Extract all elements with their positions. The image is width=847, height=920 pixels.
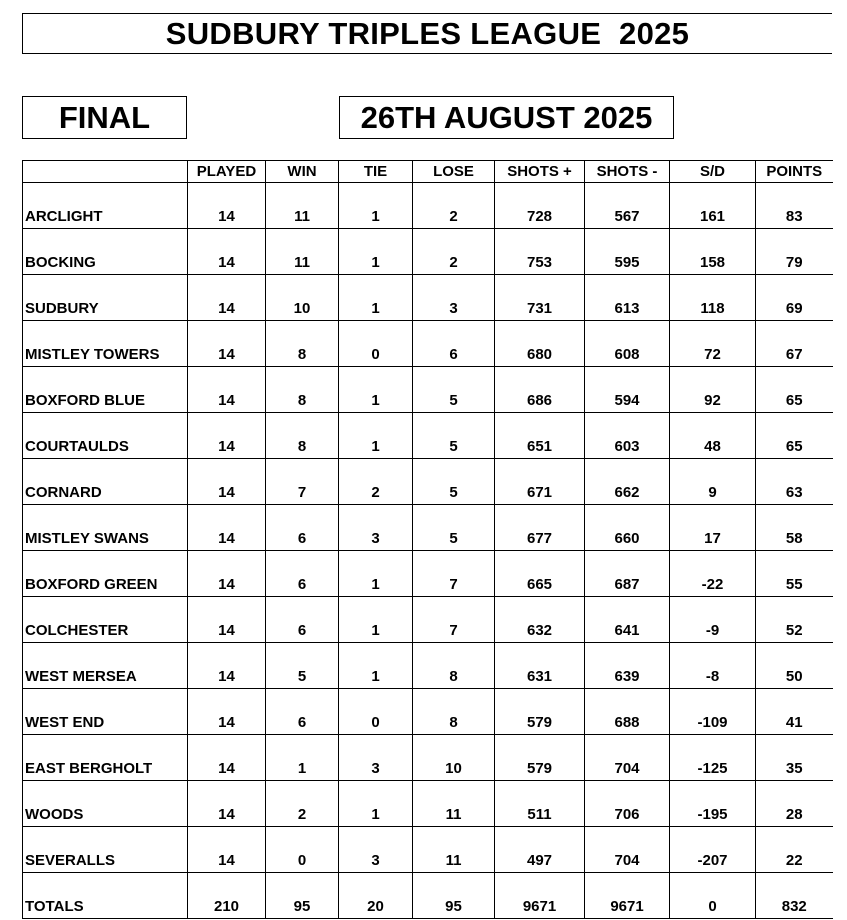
shots-against-cell: 688 <box>585 689 670 735</box>
win-cell: 10 <box>266 275 339 321</box>
totals-row <box>23 873 833 919</box>
table-row <box>23 413 833 459</box>
team-name: BOXFORD GREEN <box>23 551 188 597</box>
win-cell: 6 <box>266 597 339 643</box>
win-cell: 6 <box>266 551 339 597</box>
tie-cell: 0 <box>339 321 413 367</box>
win-cell: 7 <box>266 459 339 505</box>
shots-for-cell: 677 <box>495 505 585 551</box>
win-cell: 11 <box>266 229 339 275</box>
win-cell: 6 <box>266 689 339 735</box>
header-win: WIN <box>266 161 339 183</box>
table-row <box>23 229 833 275</box>
win-cell: 1 <box>266 735 339 781</box>
played-cell: 14 <box>188 413 266 459</box>
header-team <box>23 161 188 183</box>
played-cell: 14 <box>188 505 266 551</box>
header-shots-against: SHOTS - <box>585 161 670 183</box>
shot-difference-cell: -8 <box>670 643 756 689</box>
header-points: POINTS <box>756 161 833 183</box>
played-cell: 14 <box>188 597 266 643</box>
played-cell: 14 <box>188 321 266 367</box>
league-table <box>22 160 833 919</box>
shot-difference-cell: 161 <box>670 183 756 229</box>
table-row <box>23 597 833 643</box>
shot-difference-cell: 158 <box>670 229 756 275</box>
lose-cell: 6 <box>413 321 495 367</box>
shot-difference-cell: 72 <box>670 321 756 367</box>
tie-cell: 1 <box>339 781 413 827</box>
table-row <box>23 459 833 505</box>
played-cell: 14 <box>188 781 266 827</box>
shots-against-cell: 662 <box>585 459 670 505</box>
header-shots-for: SHOTS + <box>495 161 585 183</box>
shot-difference-cell: -195 <box>670 781 756 827</box>
team-name: SUDBURY <box>23 275 188 321</box>
shots-for-cell: 680 <box>495 321 585 367</box>
played-cell: 14 <box>188 735 266 781</box>
points-cell: 52 <box>756 597 833 643</box>
header-shot-difference: S/D <box>670 161 756 183</box>
totals-lose-cell: 95 <box>413 873 495 919</box>
win-cell: 2 <box>266 781 339 827</box>
tie-cell: 1 <box>339 275 413 321</box>
shot-difference-cell: -109 <box>670 689 756 735</box>
tie-cell: 0 <box>339 689 413 735</box>
totals-label: TOTALS <box>23 873 188 919</box>
team-name: WEST MERSEA <box>23 643 188 689</box>
lose-cell: 11 <box>413 781 495 827</box>
points-cell: 65 <box>756 413 833 459</box>
played-cell: 14 <box>188 229 266 275</box>
tie-cell: 1 <box>339 597 413 643</box>
team-name: BOXFORD BLUE <box>23 367 188 413</box>
shot-difference-cell: -9 <box>670 597 756 643</box>
points-cell: 41 <box>756 689 833 735</box>
totals-played-cell: 210 <box>188 873 266 919</box>
played-cell: 14 <box>188 551 266 597</box>
shots-against-cell: 641 <box>585 597 670 643</box>
table-row <box>23 367 833 413</box>
played-cell: 14 <box>188 827 266 873</box>
table-row <box>23 827 833 873</box>
shot-difference-cell: 17 <box>670 505 756 551</box>
team-name: CORNARD <box>23 459 188 505</box>
shots-for-cell: 651 <box>495 413 585 459</box>
shots-against-cell: 595 <box>585 229 670 275</box>
lose-cell: 5 <box>413 413 495 459</box>
table-row <box>23 183 833 229</box>
table-row <box>23 275 833 321</box>
lose-cell: 2 <box>413 183 495 229</box>
shots-for-cell: 665 <box>495 551 585 597</box>
lose-cell: 5 <box>413 459 495 505</box>
lose-cell: 5 <box>413 367 495 413</box>
tie-cell: 1 <box>339 551 413 597</box>
points-cell: 50 <box>756 643 833 689</box>
shots-for-cell: 497 <box>495 827 585 873</box>
shots-against-cell: 639 <box>585 643 670 689</box>
shots-against-cell: 687 <box>585 551 670 597</box>
shots-for-cell: 579 <box>495 689 585 735</box>
lose-cell: 3 <box>413 275 495 321</box>
stage-label: FINAL <box>22 96 187 139</box>
points-cell: 22 <box>756 827 833 873</box>
date-label: 26TH AUGUST 2025 <box>339 96 674 139</box>
shot-difference-cell: -207 <box>670 827 756 873</box>
table-row <box>23 321 833 367</box>
shot-difference-cell: -125 <box>670 735 756 781</box>
tie-cell: 1 <box>339 183 413 229</box>
win-cell: 6 <box>266 505 339 551</box>
shot-difference-cell: -22 <box>670 551 756 597</box>
totals-win-cell: 95 <box>266 873 339 919</box>
points-cell: 63 <box>756 459 833 505</box>
team-name: EAST BERGHOLT <box>23 735 188 781</box>
points-cell: 35 <box>756 735 833 781</box>
shots-against-cell: 704 <box>585 827 670 873</box>
win-cell: 8 <box>266 367 339 413</box>
totals-shot-difference-cell: 0 <box>670 873 756 919</box>
tie-cell: 3 <box>339 827 413 873</box>
shots-for-cell: 686 <box>495 367 585 413</box>
shots-for-cell: 511 <box>495 781 585 827</box>
shots-against-cell: 660 <box>585 505 670 551</box>
tie-cell: 3 <box>339 505 413 551</box>
table-row <box>23 735 833 781</box>
shots-against-cell: 603 <box>585 413 670 459</box>
shot-difference-cell: 118 <box>670 275 756 321</box>
league-title: SUDBURY TRIPLES LEAGUE 2025 <box>22 13 832 54</box>
played-cell: 14 <box>188 459 266 505</box>
played-cell: 14 <box>188 367 266 413</box>
tie-cell: 1 <box>339 229 413 275</box>
totals-shots-against-cell: 9671 <box>585 873 670 919</box>
lose-cell: 10 <box>413 735 495 781</box>
points-cell: 67 <box>756 321 833 367</box>
shots-for-cell: 631 <box>495 643 585 689</box>
table-row <box>23 505 833 551</box>
lose-cell: 2 <box>413 229 495 275</box>
points-cell: 79 <box>756 229 833 275</box>
win-cell: 5 <box>266 643 339 689</box>
shots-against-cell: 613 <box>585 275 670 321</box>
team-name: SEVERALLS <box>23 827 188 873</box>
shots-for-cell: 753 <box>495 229 585 275</box>
lose-cell: 5 <box>413 505 495 551</box>
header-tie: TIE <box>339 161 413 183</box>
points-cell: 58 <box>756 505 833 551</box>
team-name: WOODS <box>23 781 188 827</box>
team-name: COURTAULDS <box>23 413 188 459</box>
tie-cell: 1 <box>339 643 413 689</box>
shots-against-cell: 706 <box>585 781 670 827</box>
shots-for-cell: 731 <box>495 275 585 321</box>
tie-cell: 2 <box>339 459 413 505</box>
header-row <box>23 161 833 183</box>
shots-against-cell: 704 <box>585 735 670 781</box>
team-name: MISTLEY SWANS <box>23 505 188 551</box>
played-cell: 14 <box>188 183 266 229</box>
team-name: MISTLEY TOWERS <box>23 321 188 367</box>
team-name: BOCKING <box>23 229 188 275</box>
totals-shots-for-cell: 9671 <box>495 873 585 919</box>
points-cell: 83 <box>756 183 833 229</box>
points-cell: 55 <box>756 551 833 597</box>
shot-difference-cell: 92 <box>670 367 756 413</box>
shot-difference-cell: 9 <box>670 459 756 505</box>
team-name: ARCLIGHT <box>23 183 188 229</box>
team-name: WEST END <box>23 689 188 735</box>
points-cell: 28 <box>756 781 833 827</box>
shots-against-cell: 567 <box>585 183 670 229</box>
win-cell: 8 <box>266 413 339 459</box>
shots-for-cell: 728 <box>495 183 585 229</box>
played-cell: 14 <box>188 643 266 689</box>
shots-against-cell: 608 <box>585 321 670 367</box>
table-row <box>23 781 833 827</box>
tie-cell: 1 <box>339 413 413 459</box>
lose-cell: 7 <box>413 597 495 643</box>
header-lose: LOSE <box>413 161 495 183</box>
points-cell: 69 <box>756 275 833 321</box>
shot-difference-cell: 48 <box>670 413 756 459</box>
win-cell: 8 <box>266 321 339 367</box>
lose-cell: 8 <box>413 643 495 689</box>
shots-for-cell: 671 <box>495 459 585 505</box>
win-cell: 11 <box>266 183 339 229</box>
played-cell: 14 <box>188 689 266 735</box>
table-row <box>23 551 833 597</box>
win-cell: 0 <box>266 827 339 873</box>
tie-cell: 3 <box>339 735 413 781</box>
table-body <box>23 183 833 919</box>
shots-for-cell: 632 <box>495 597 585 643</box>
lose-cell: 8 <box>413 689 495 735</box>
shots-against-cell: 594 <box>585 367 670 413</box>
totals-tie-cell: 20 <box>339 873 413 919</box>
team-name: COLCHESTER <box>23 597 188 643</box>
table-row <box>23 643 833 689</box>
shots-for-cell: 579 <box>495 735 585 781</box>
played-cell: 14 <box>188 275 266 321</box>
lose-cell: 11 <box>413 827 495 873</box>
header-played: PLAYED <box>188 161 266 183</box>
points-cell: 65 <box>756 367 833 413</box>
totals-points-cell: 832 <box>756 873 833 919</box>
table-row <box>23 689 833 735</box>
tie-cell: 1 <box>339 367 413 413</box>
lose-cell: 7 <box>413 551 495 597</box>
